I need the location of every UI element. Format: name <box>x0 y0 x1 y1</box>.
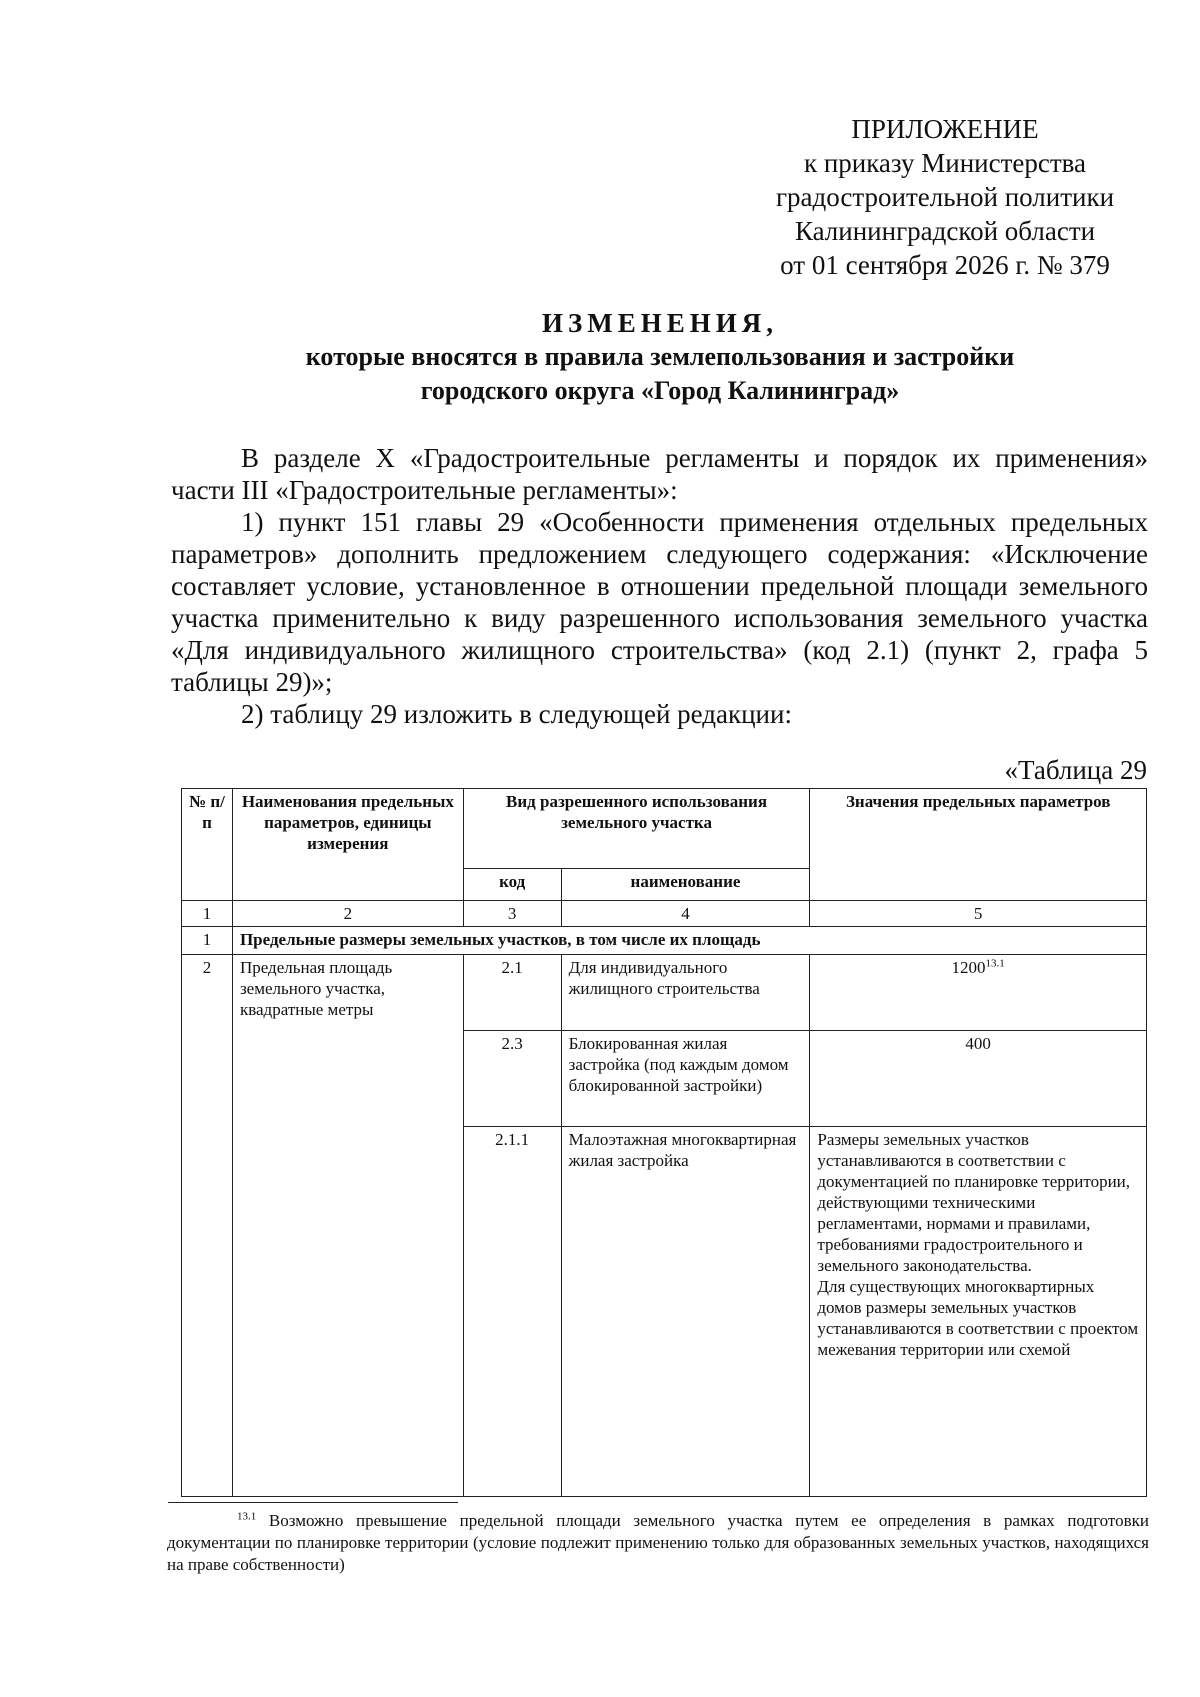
column-number: 5 <box>810 901 1147 927</box>
appendix-ministry-line: градостроительной политики <box>775 182 1115 212</box>
title-changes: ИЗМЕНЕНИЯ, <box>541 308 778 338</box>
table-header-row <box>182 789 1147 869</box>
limit-value-number: 1200 <box>951 958 986 977</box>
use-code: 2.3 <box>463 1031 561 1127</box>
appendix-order-line: к приказу Министерства <box>803 148 1087 178</box>
limit-value-text <box>810 1127 1147 1497</box>
section-row <box>182 927 1147 955</box>
section-num: 1 <box>182 927 233 955</box>
footnote <box>167 1510 1149 1576</box>
title-subject: которые вносятся в правила землепользования и застройки <box>305 342 1015 371</box>
column-number: 4 <box>561 901 810 927</box>
limit-value <box>810 955 1147 1031</box>
use-code: 2.1.1 <box>463 1127 561 1497</box>
column-number: 1 <box>182 901 233 927</box>
appendix-block <box>740 112 1150 282</box>
section-text: Предельные размеры земельных участков, в том числе их площадь <box>232 927 1146 955</box>
column-number: 2 <box>232 901 463 927</box>
header-name: наименование <box>561 869 810 901</box>
footnote-text: Возможно превышение предельной площади земельного участка путем ее определения в рамках подготовки документации по планировке территории (условие подлежит применению только для образованных земельных участков, находящихся на праве собственности) <box>167 1511 1149 1574</box>
footnote-ref: 13.1 <box>985 957 1005 970</box>
header-values: Значения предельных параметров <box>810 789 1147 901</box>
column-number-row <box>182 901 1147 927</box>
header-num: № п/п <box>182 789 233 901</box>
use-name: Блокированная жилая застройка (под каждым домом блокированной застройки) <box>561 1031 810 1127</box>
body-text <box>171 442 1148 730</box>
use-name: Для индивидуального жилищного строительства <box>561 955 810 1031</box>
table-row <box>182 955 1147 1031</box>
row-num: 2 <box>182 955 233 1497</box>
footnote-marker: 13.1 <box>237 1510 257 1523</box>
paragraph-section: В разделе X «Градостроительные регламенты и порядок их применения» части III «Градостроительные регламенты»: <box>171 443 1148 505</box>
header-code: код <box>463 869 561 901</box>
row-param: Предельная площадь земельного участка, квадратные метры <box>232 955 463 1497</box>
header-param: Наименования предельных параметров, единицы измерения <box>232 789 463 901</box>
limit-value-paragraph: Размеры земельных участков устанавливаются в соответствии с документацией по планировке территории, действующими техническими регламентами, нормами и правилами, требованиями градостроительного и земельного законодательства. <box>817 1130 1131 1275</box>
limit-value: 400 <box>810 1031 1147 1127</box>
use-name: Малоэтажная многоквартирная жилая застройка <box>561 1127 810 1497</box>
use-code: 2.1 <box>463 955 561 1031</box>
paragraph-item-2: 2) таблицу 29 изложить в следующей редакции: <box>241 699 792 729</box>
table-caption: «Таблица 29 <box>1004 755 1147 785</box>
title-city: городского округа «Город Калининград» <box>420 376 900 405</box>
header-use: Вид разрешенного использования земельного участка <box>463 789 810 869</box>
appendix-heading: ПРИЛОЖЕНИЕ <box>851 114 1039 144</box>
footnote-separator <box>168 1502 458 1503</box>
column-number: 3 <box>463 901 561 927</box>
document-title <box>170 306 1150 408</box>
paragraph-item-1: 1) пункт 151 главы 29 «Особенности применения отдельных предельных параметров» дополнить предложением следующего содержания: «Исключение составляет условие, установленное в отношении предельной площади земельного участка применительно к виду разрешенного использования земельного участка «Для индивидуального жилищного строительства» (код 2.1) (пункт 2, графа 5 таблицы 29)»; <box>171 507 1148 697</box>
limit-value-paragraph: Для существующих многоквартирных домов размеры земельных участков устанавливаются в соответствии с проектом межевания территории или схемой <box>817 1277 1139 1359</box>
appendix-region-line: Калининградской области <box>794 216 1096 246</box>
regulations-table <box>181 788 1147 1497</box>
appendix-date-line: от 01 сентября 2026 г. № 379 <box>780 250 1110 280</box>
